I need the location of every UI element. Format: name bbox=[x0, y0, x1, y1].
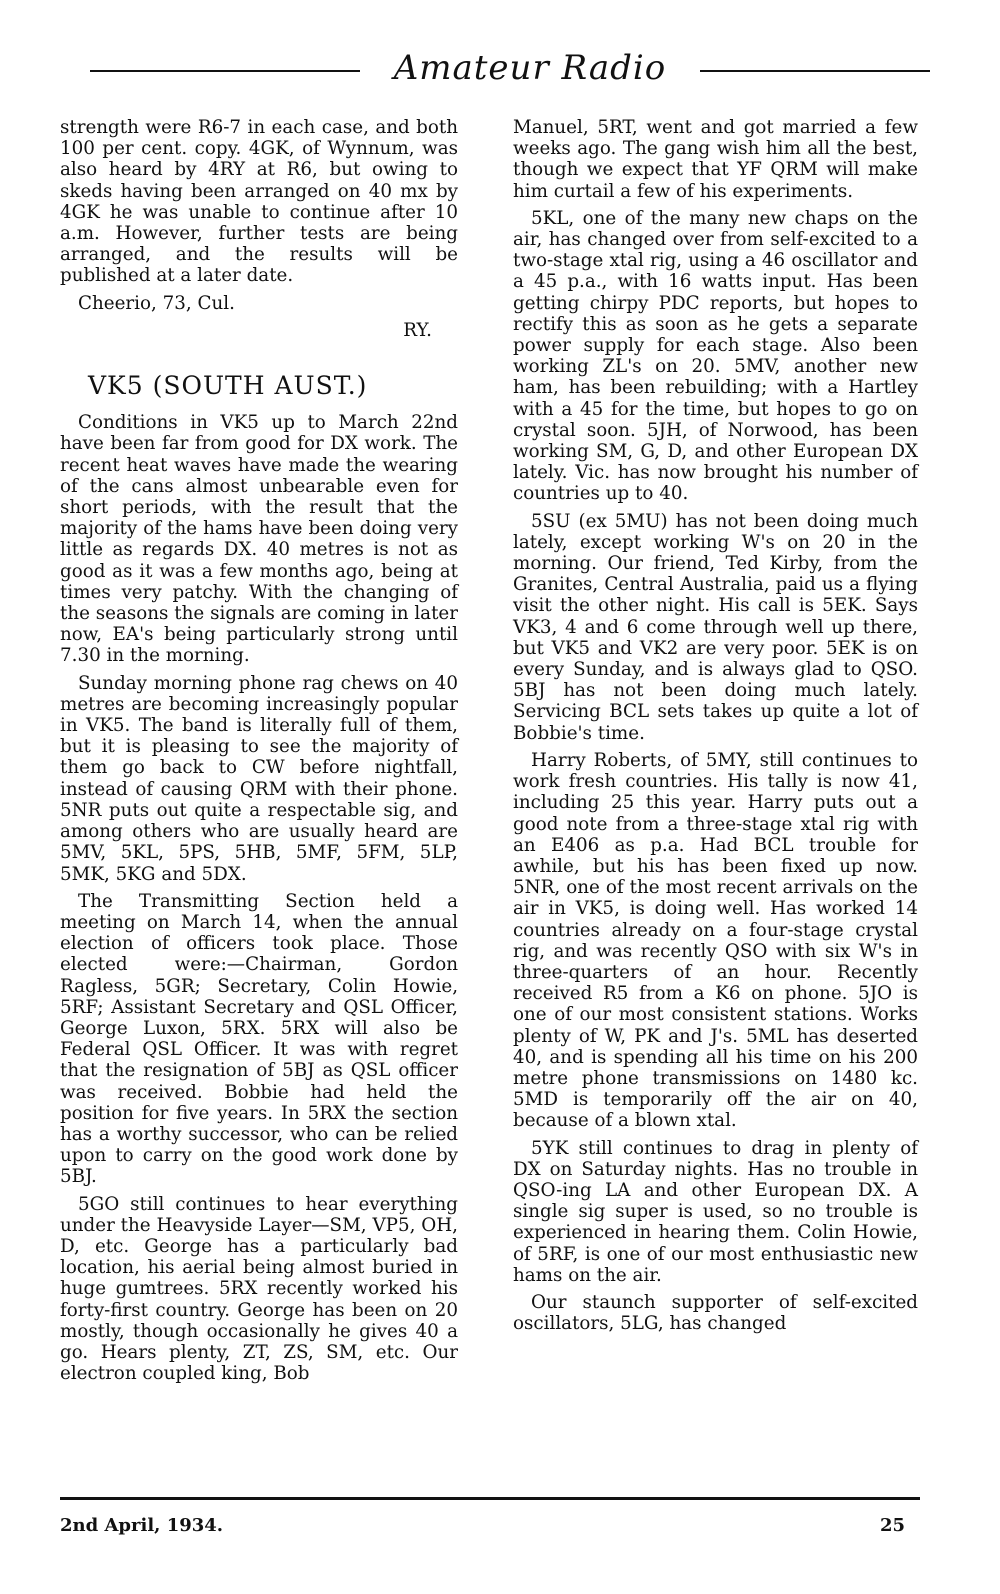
page-number: 25 bbox=[880, 1515, 906, 1536]
masthead-rule-right bbox=[680, 70, 930, 72]
left-column bbox=[60, 117, 458, 1390]
masthead bbox=[60, 48, 940, 94]
section-heading: VK5 (SOUTH AUST.) bbox=[88, 371, 368, 401]
paragraph: Sunday morning phone rag chews on 40 metres are becoming increasingly popular in VK5. The band is literally full of them, but it is pleasing to see the majority of them go back to CW before nightfall, instead of causing QRM with their phone. 5NR puts out quite a respectable sig, and among others who are usually heard are 5MV, 5KL, 5PS, 5HB, 5MF, 5FM, 5LP, 5MK, 5KG and 5DX. bbox=[60, 672, 458, 885]
paragraph: The Transmitting Section held a meeting on March 14, when the annual election of officers took place. Those elected were:—Chairman, Gordon Ragless, 5GR; Secretary, Colin Howie, 5RF; Assistant Secretary and QSL Officer, George Luxon, 5RX. 5RX will also be Federal QSL Officer. It was with regret that the resignation of 5BJ as QSL officer was received. Bobbie had held the position for five years. In 5RX the section has a worthy successor, who can be relied upon to carry on the good work done by 5BJ. bbox=[60, 890, 458, 1188]
footer-rule bbox=[60, 1497, 920, 1500]
paragraph: Our staunch supporter of self-excited oscillators, 5LG, has changed bbox=[513, 1291, 918, 1335]
masthead-rule-left bbox=[90, 70, 390, 72]
paragraph: 5GO still continues to hear everything under the Heavyside Layer—SM, VP5, OH, D, etc. George has a particularly bad location, his aerial being almost buried in huge gumtrees. 5RX recently worked his forty-first country. George has been on 20 mostly, though occasionally he gives 40 a go. Hears plenty, ZT, ZS, SM, etc. Our electron coupled king, Bob bbox=[60, 1193, 458, 1385]
paragraph: 5KL, one of the many new chaps on the air, has changed over from self-excited to a two-stage xtal rig, using a 46 oscillator and a 45 p.a., with 16 watts input. Has been getting chirpy PDC reports, but hopes to rectify this as soon as he gets a separate power supply for each stage. Also been working ZL's on 20. 5MV, another new ham, has been rebuilding; with a Hartley with a 45 for the time, but hopes to go on crystal soon. 5JH, of Norwood, has been working SM, G, D, and other European DX lately. Vic. has now brought his number of countries up to 40. bbox=[513, 207, 918, 505]
magazine-title: Amateur Radio bbox=[360, 48, 700, 88]
issue-date: 2nd April, 1934. bbox=[60, 1515, 224, 1536]
paragraph: Harry Roberts, of 5MY, still continues to work fresh countries. His tally is now 41, including 25 this year. Harry puts out a good note from a three-stage xtal rig with an E406 as p.a. Had BCL trouble for awhile, but his has been fixed up now. 5NR, one of the most recent arrivals on the air in VK5, is doing well. Has worked 14 countries already on a four-stage crystal rig, and was recently QSO with six W's in three-quarters of an hour. Recently received R5 from a K6 on phone. 5JO is one of our most consistent stations. Works plenty of W, PK and J's. 5ML has deserted 40, and is spending all his time on his 200 metre phone transmissions on 1480 kc. 5MD is temporarily off the air on 40, because of a blown xtal. bbox=[513, 749, 918, 1132]
paragraph: strength were R6-7 in each case, and both 100 per cent. copy. 4GK, of Wynnum, was also heard by 4RY at R6, but owing to skeds having been arranged on 40 mx by 4GK he was unable to continue after 10 a.m. However, further tests are being arranged, and the results will be published at a later date. bbox=[60, 117, 458, 287]
author-signature: RY. bbox=[403, 319, 432, 341]
paragraph: Conditions in VK5 up to March 22nd have been far from good for DX work. The recent heat waves have made the wearing of the cans almost unbearable even for short periods, with the result that the majority of the hams have been doing very little as regards DX. 40 metres is not as good as it was a few months ago, being at times very patchy. With the changing of the seasons the signals are coming in later now, EA's being particularly strong until 7.30 in the morning. bbox=[60, 412, 458, 667]
paragraph: Manuel, 5RT, went and got married a few weeks ago. The gang wish him all the best, though we expect that YF QRM will make him curtail a few of his experiments. bbox=[513, 117, 918, 202]
paragraph: Cheerio, 73, Cul. bbox=[78, 292, 235, 314]
paragraph: 5SU (ex 5MU) has not been doing much lately, except working W's on 20 in the morning. Our friend, Ted Kirby, from the Granites, Central Australia, paid us a flying visit the other night. His call is 5EK. Says VK3, 4 and 6 come through well up there, but VK5 and VK2 are very poor. 5EK is on every Sunday, and is always glad to QSO. 5BJ has not been doing much lately. Servicing BCL sets takes up quite a lot of Bobbie's time. bbox=[513, 510, 918, 744]
right-column bbox=[513, 117, 918, 1340]
paragraph: 5YK still continues to drag in plenty of DX on Saturday nights. Has no trouble in QSO-ing LA and other European DX. A single sig super is used, so no trouble is experienced in hearing them. Colin Howie, of 5RF, is one of our most enthusiastic new hams on the air. bbox=[513, 1137, 918, 1286]
